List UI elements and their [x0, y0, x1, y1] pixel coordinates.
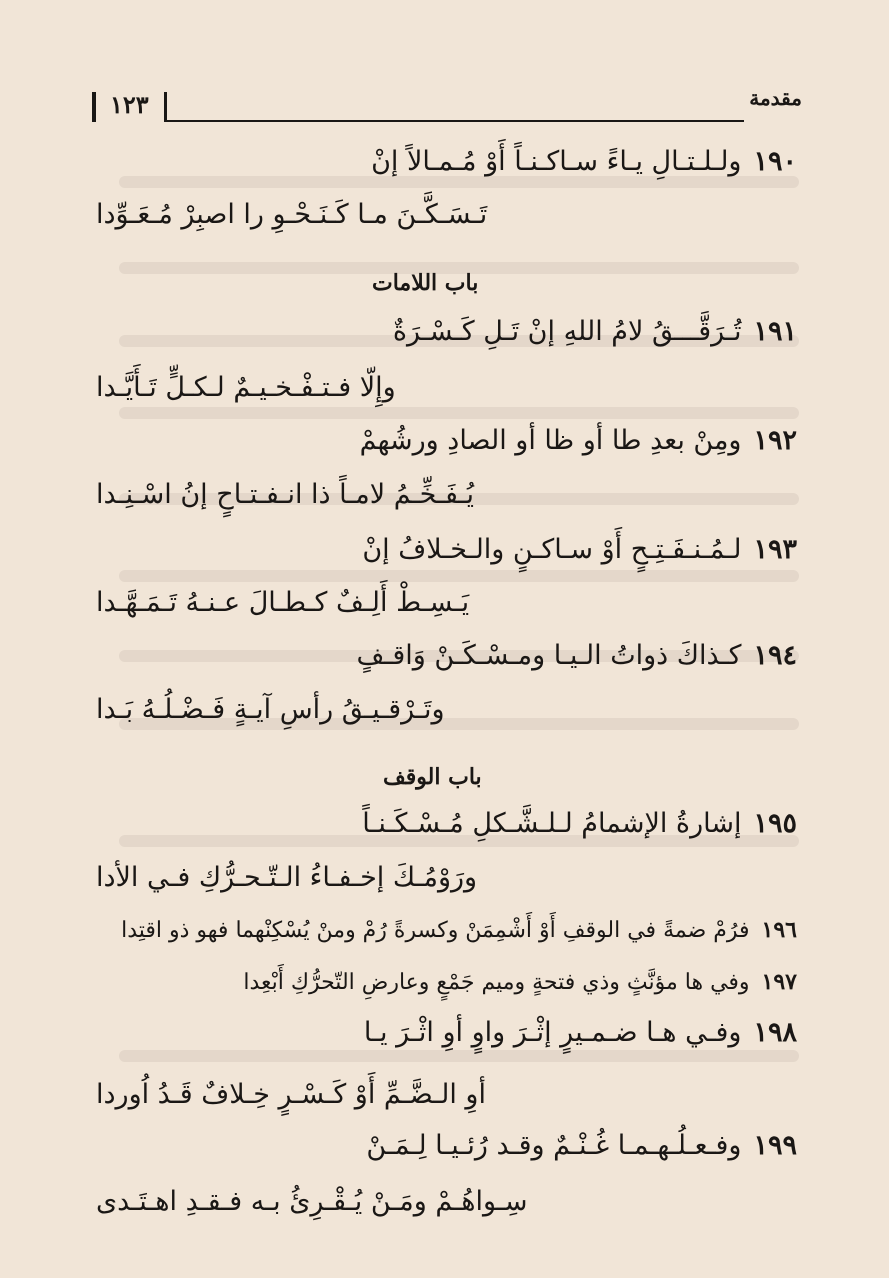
bleed-through	[119, 407, 799, 419]
verse-line	[96, 475, 474, 515]
verse-text: تُـرَقَّـــقُ لامُ اللهِ إنْ تَـلِ كَـسْـرَةٌ	[392, 316, 742, 347]
verse-line	[96, 690, 445, 730]
verse-text: سِـواهُـمْ ومَـنْ يُـقْـرِئُ بـه فـقـدِ اهـتَـدى	[96, 1186, 528, 1217]
page-number: ١٢٣	[110, 90, 149, 119]
verse-number: ١٩٤	[753, 640, 797, 671]
verse-text: لـمُـنـفَـتِـحٍ أَوْ سـاكـنٍ والـخـلافُ إنْ	[362, 534, 742, 565]
verse-line	[356, 636, 797, 676]
section-heading: باب الوقف	[383, 764, 482, 790]
verse-number: ١٩٣	[753, 534, 797, 565]
section-heading: باب اللامات	[372, 270, 479, 296]
verse-number: ١٩٨	[753, 1017, 797, 1048]
verse-line	[121, 910, 797, 951]
verse-line	[96, 583, 469, 623]
verse-text: يُـفَـخِّـمُ لامـاً ذا انـفـتـاحٍ إنُ اسْـنِـدا	[96, 479, 475, 510]
verse-number: ١٩٠	[753, 146, 797, 177]
verse-line	[362, 530, 797, 570]
verse-text: تَـسَـكَّـنَ مـا كَـنَـحْـوِ را اصبِرْ مُـعَـوِّدا	[96, 199, 488, 230]
verse-line	[96, 858, 477, 898]
verse-line	[362, 804, 797, 844]
verse-line	[96, 1182, 527, 1222]
verse-number: ١٩٢	[753, 425, 797, 456]
header-rule	[167, 120, 744, 122]
verse-number: ١٩١	[753, 316, 797, 347]
verse-line	[96, 368, 396, 408]
verse-text: وفـي هـا ضـمـيرٍ إثْـرَ واوٍ أوِ اثْـرَ يـا	[363, 1017, 742, 1048]
verse-line	[366, 1126, 797, 1166]
verse-text: يَـسِـطْ أَلِـفٌ كـطـالَ عـنـهُ تَـمَـهَّـدا	[96, 587, 470, 618]
verse-line	[96, 1075, 486, 1115]
bleed-through	[119, 570, 799, 582]
verse-line	[360, 421, 797, 461]
verse-line	[371, 142, 797, 182]
verse-text: ولـلـتـالِ يـاءً سـاكـنـاً أَوْ مُـمـالاً إنْ	[371, 146, 742, 177]
chapter-title: مقدمة	[749, 86, 802, 110]
verse-text: وفـعـلُـهـمـا غُـنْـمٌ وقـد رُئـيـا لِـمَـنْ	[366, 1130, 742, 1161]
verse-line	[243, 962, 797, 1003]
verse-text: ومِنْ بعدِ طا أو ظا أو الصادِ ورشُهمْ	[359, 425, 742, 456]
verse-line	[364, 1013, 797, 1053]
verse-text: كـذاكَ ذواتُ الـيـا ومـسْـكَـنْ وَاقـفٍ	[356, 640, 742, 671]
verse-line	[96, 195, 487, 235]
verse-line	[393, 312, 797, 352]
verse-text: أوِ الـضَّـمِّ أَوْ كَـسْـرٍ خِـلافٌ قَـدُ اُوردا	[96, 1079, 486, 1110]
verse-text: وتَـرْقـيـقُ رأسِ آيـةٍ فَـضْـلُـهُ بَـدا	[96, 694, 445, 725]
header-separator-bar	[164, 92, 167, 122]
verse-number: ١٩٩	[753, 1130, 797, 1161]
verse-number: ١٩٥	[753, 808, 797, 839]
verse-text: وإِلّا فـتـفْـخـيـمٌ لـكـلٍّ تَـأَيَّـدا	[96, 372, 396, 403]
running-header	[92, 84, 802, 124]
verse-text: فرُمْ ضمةً في الوقفِ أَوْ أَشْمِمَنْ وكسرةً رُمْ ومنْ يُسْكِنْهما فهو ذو اقتِدا	[121, 918, 750, 943]
verse-number: ١٩٧	[761, 969, 797, 995]
verse-text: إشارةُ الإشمامُ لـلـشَّـكلِ مُـسْـكَـنـاً	[362, 808, 742, 839]
verse-text: ورَوْمُـكَ إخـفـاءُ الـتّـحـرُّكِ فـي الأدا	[96, 862, 478, 893]
verse-number: ١٩٦	[761, 917, 797, 943]
header-left-bar	[92, 92, 96, 122]
verse-text: وفي ها مؤنَّثٍ وذي فتحةٍ وميم جَمْعٍ وعارضِ التّحرُّكِ أَبْعِدا	[243, 970, 750, 995]
